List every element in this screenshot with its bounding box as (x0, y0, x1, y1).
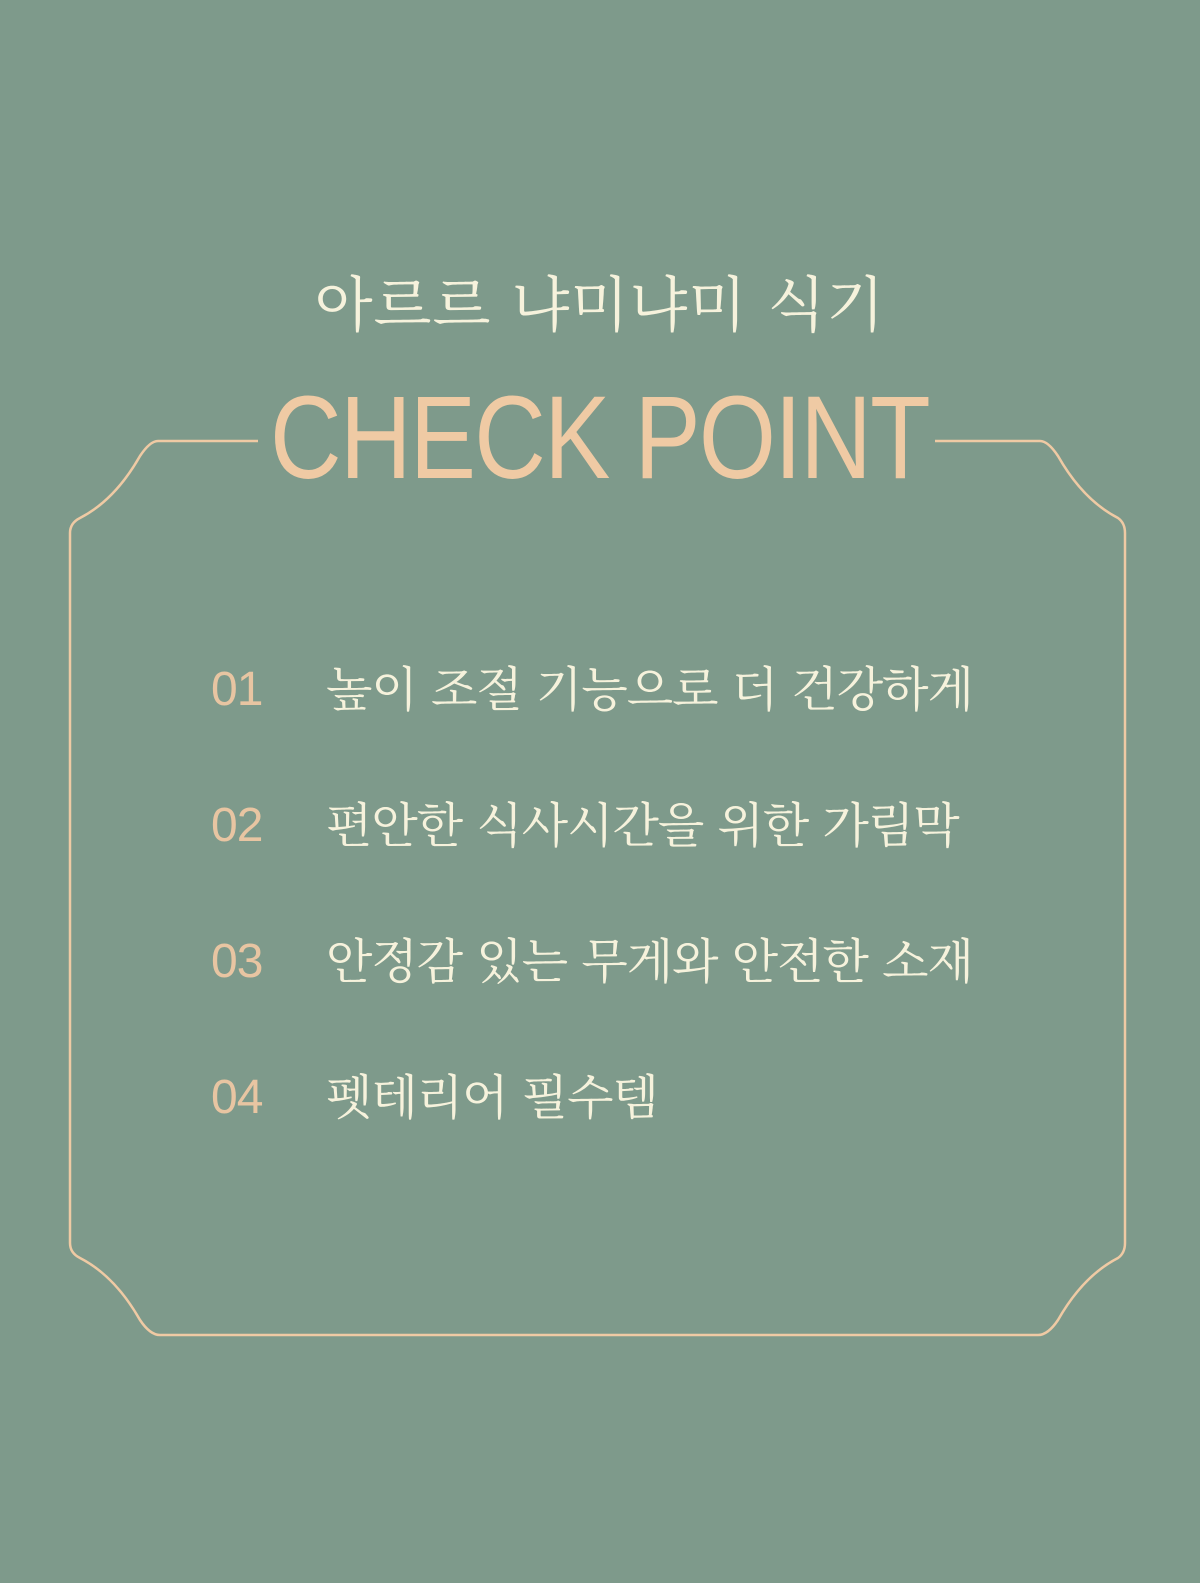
checkpoint-item (0, 786, 1200, 866)
checkpoint-number: 04 (211, 1071, 263, 1124)
checkpoint-item (0, 922, 1200, 1002)
checkpoint-number: 02 (211, 799, 263, 852)
checkpoint-number: 03 (211, 935, 263, 988)
checkpoint-item (0, 1058, 1200, 1138)
product-name: 아르르 냐미냐미 식기 (314, 271, 886, 341)
checkpoint-text: 펫테리어 필수템 (326, 1070, 658, 1126)
checkpoint-text: 편안한 식사시간을 위한 가림막 (326, 798, 959, 854)
checkpoint-text: 높이 조절 기능으로 더 건강하게 (326, 662, 973, 718)
checkpoint-text: 안정감 있는 무게와 안전한 소재 (326, 934, 973, 990)
frame-border (70, 441, 1125, 1335)
page-title: CHECK POINT (270, 372, 929, 504)
checkpoint-number: 01 (211, 663, 263, 716)
checkpoint-item (0, 650, 1200, 730)
